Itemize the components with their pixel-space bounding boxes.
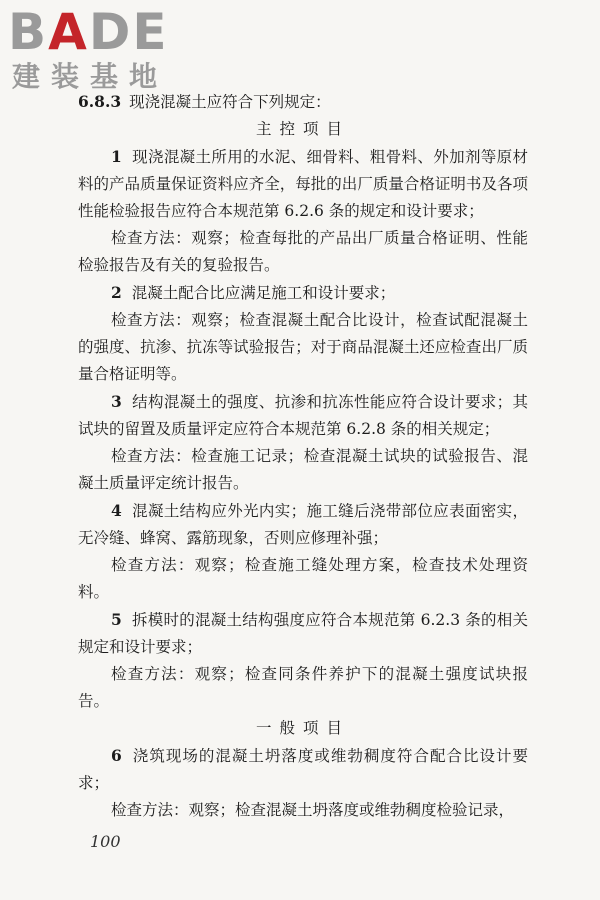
inspection-method: 检查方法：观察；检查混凝土坍落度或维勃稠度检验记录， xyxy=(111,801,515,819)
document-body xyxy=(78,88,528,824)
page-number: 100 xyxy=(90,832,121,851)
inspection-method: 检查方法：检查施工记录；检查混凝土试块的试验报告、混凝土质量评定统计报告。 xyxy=(78,447,528,492)
logo-subtitle: 建装基地 xyxy=(12,60,169,93)
inspection-method: 检查方法：观察；检查混凝土配合比设计，检查试配混凝土的强度、抗渗、抗冻等试验报告；对于商品混凝土还应检查出厂质量合格证明等。 xyxy=(78,311,528,383)
list-item: 3 结构混凝土的强度、抗渗和抗冻性能应符合设计要求；其试块的留置及质量评定应符合本规范第 6.2.8 条的相关规定； xyxy=(78,392,528,438)
inspection-method: 检查方法：观察；检查施工缝处理方案，检查技术处理资料。 xyxy=(78,556,528,601)
section-title-general: 一般项目 xyxy=(255,719,350,737)
section-title-main: 主控项目 xyxy=(255,120,350,138)
clause-text: 现浇混凝土应符合下列规定： xyxy=(129,93,331,111)
list-item: 4 混凝土结构应外光内实；施工缝后浇带部位应表面密实，无冷缝、蜂窝、露筋现象，否则应修理补强； xyxy=(78,501,528,547)
clause-heading xyxy=(78,88,528,116)
inspection-method: 检查方法：观察；检查同条件养护下的混凝土强度试块报告。 xyxy=(78,665,528,710)
list-item: 2 混凝土配合比应满足施工和设计要求； xyxy=(111,283,396,302)
inspection-method: 检查方法：观察；检查每批的产品出厂质量合格证明、性能检验报告及有关的复验报告。 xyxy=(78,229,528,274)
list-item: 5 拆模时的混凝土结构强度应符合本规范第 6.2.3 条的相关规定和设计要求； xyxy=(78,610,528,656)
list-item: 1 现浇混凝土所用的水泥、细骨料、粗骨料、外加剂等原材料的产品质量保证资料应齐全，每批的出厂质量合格证明书及各项性能检验报告应符合本规范第 6.2.6 条的规定和设计要求； xyxy=(78,147,528,220)
clause-number: 6.8.3 xyxy=(78,92,122,111)
list-item: 6 浇筑现场的混凝土坍落度或维勃稠度符合配合比设计要求； xyxy=(78,746,528,792)
logo xyxy=(8,4,178,96)
logo-wordmark: BADE xyxy=(8,3,169,61)
